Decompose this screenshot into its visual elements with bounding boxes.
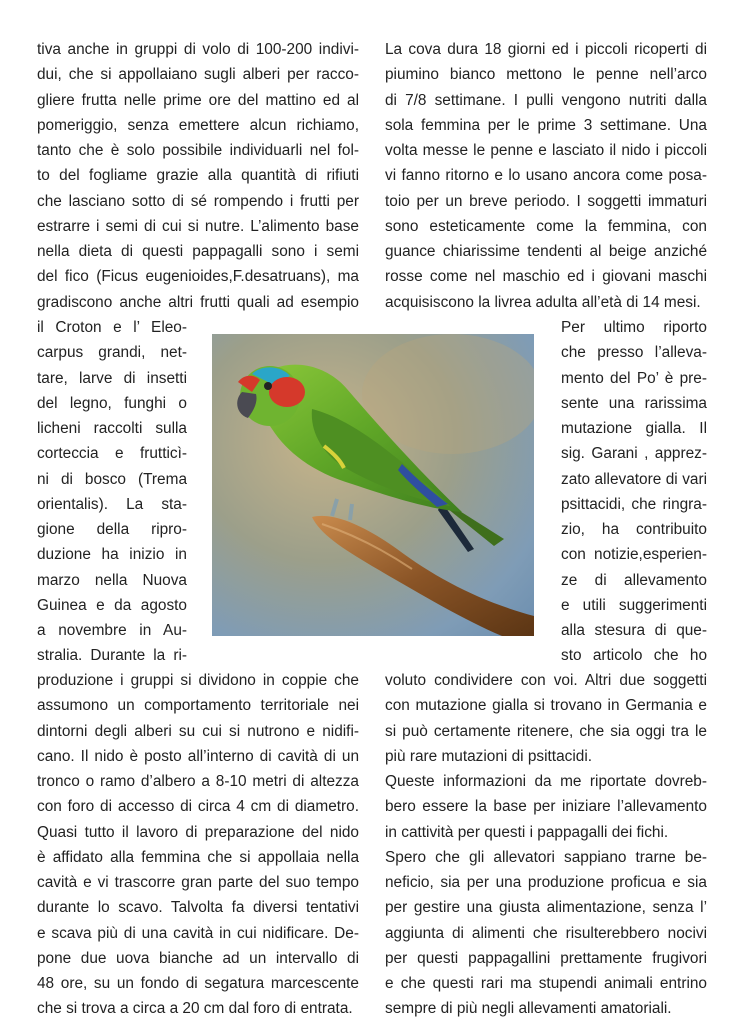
text-line: si può certamente ritenere, che sia oggi tra le bbox=[385, 723, 707, 740]
text-line: dui, che si appollaiano sugli alberi per racco- bbox=[37, 66, 359, 83]
text-line: pone due uova bianche ad un intervallo di bbox=[37, 950, 359, 967]
text-line: per questi pappagallini prettamente frugivori bbox=[385, 950, 707, 967]
text-line: che presso l’alleva- bbox=[561, 344, 707, 361]
text-line: è affidato alla femmina che si appollaia nella bbox=[37, 849, 359, 866]
text-line: con mutazione gialla si trovano in Germania e bbox=[385, 697, 707, 714]
text-line: in cattività per questi i pappagalli dei fichi. bbox=[385, 824, 669, 841]
text-line: marzo nella Nuova bbox=[37, 572, 187, 589]
text-line: estrarre i semi di cui si nutre. L’alimento base bbox=[37, 218, 359, 235]
text-line: alla stesura di que- bbox=[561, 622, 707, 639]
text-line: carpus grandi, net- bbox=[37, 344, 187, 361]
text-line: zato allevatore di vari bbox=[561, 471, 707, 488]
text-line: cano. Il nido è posto all’interno di cavità di un bbox=[37, 748, 359, 765]
text-line: produzione i gruppi si dividono in coppie che bbox=[37, 672, 359, 689]
text-line: sig. Garani , apprez- bbox=[561, 445, 707, 462]
text-line: che si trova a circa a 20 cm dal foro di entrata. bbox=[37, 1000, 353, 1017]
text-line: assumono un comportamento territoriale nei bbox=[37, 697, 359, 714]
text-line: che lasciano sotto di sé rompendo i frutti per bbox=[37, 193, 359, 210]
text-line: Quasi tutto il lavoro di preparazione del nido bbox=[37, 824, 359, 841]
text-line: vi fanno ritorno e lo usano ancora come posa- bbox=[385, 167, 707, 184]
text-line: licheni raccolti sulla bbox=[37, 420, 187, 437]
text-line: duzione ha inizio in bbox=[37, 546, 187, 563]
text-line: tanto che è solo possibile individuarli nel fol- bbox=[37, 142, 359, 159]
text-line: sente una rarissima bbox=[561, 395, 707, 412]
text-line: toio per un breve periodo. I soggetti immaturi bbox=[385, 193, 707, 210]
text-line: neficio, sia per una produzione proficua e sia bbox=[385, 874, 707, 891]
text-line: di 7/8 settimane. I pulli vengono nutriti dalla bbox=[385, 92, 707, 109]
text-line: guance chiarissime tendenti al beige anziché bbox=[385, 243, 707, 260]
text-line: a novembre in Au- bbox=[37, 622, 187, 639]
text-line: orientalis). La sta- bbox=[37, 496, 187, 513]
text-line: aggiunta di alimenti che risulterebbero nocivi bbox=[385, 925, 707, 942]
text-line: Per ultimo riporto bbox=[561, 319, 707, 336]
text-line: nella dieta di questi pappagalli sono i semi bbox=[37, 243, 359, 260]
text-line: più rare mutazioni di psittacidi. bbox=[385, 748, 593, 765]
text-line: mutazione gialla. Il bbox=[561, 420, 707, 437]
text-line: durante lo scavo. Talvolta fa diversi tentativi bbox=[37, 899, 359, 916]
text-line: volta messe le penne e lasciato il nido i piccoli bbox=[385, 142, 707, 159]
text-line: con foro di accesso di circa 4 cm di diametro. bbox=[37, 798, 359, 815]
text-line: mento del Po’ è pre- bbox=[561, 370, 707, 387]
text-line: piumino bianco mettono le penne nell’arco bbox=[385, 66, 707, 83]
text-line: zio, ha contribuito bbox=[561, 521, 707, 538]
text-line: ze di allevamento bbox=[561, 572, 707, 589]
text-line: del fico (Ficus eugenioides,F.desatruans), ma bbox=[37, 268, 359, 285]
text-line: pomeriggio, senza emettere alcun richiamo, bbox=[37, 117, 359, 134]
text-line: dintorni degli alberi su cui si nutrono e nidifi- bbox=[37, 723, 359, 740]
text-line: rosse come nel maschio ed i giovani maschi bbox=[385, 268, 707, 285]
text-line: sola femmina per le prime 3 settimane. Una bbox=[385, 117, 707, 134]
text-line: sto articolo che ho bbox=[561, 647, 707, 664]
text-line: cavità e vi trascorre gran parte del suo tempo bbox=[37, 874, 359, 891]
parrot-photo bbox=[212, 334, 534, 636]
text-line: tiva anche in gruppi di volo di 100-200 indivi- bbox=[37, 41, 359, 58]
text-line: tare, larve di insetti bbox=[37, 370, 187, 387]
text-line: del legno, funghi o bbox=[37, 395, 187, 412]
text-line: psittacidi, che ringra- bbox=[561, 496, 707, 513]
text-line: il Croton e l’ Eleo- bbox=[37, 319, 187, 336]
text-line: per gestire una giusta alimentazione, senza l’ bbox=[385, 899, 707, 916]
text-line: sono esteticamente come la femmina, con bbox=[385, 218, 707, 235]
text-line: Spero che gli allevatori sappiano trarne be- bbox=[385, 849, 707, 866]
text-line: e scava più di una cavità in cui nidificare. De- bbox=[37, 925, 359, 942]
text-line: acquisiscono la livrea adulta all’età di 14 mesi. bbox=[385, 294, 701, 311]
text-line: con notizie,esperien- bbox=[561, 546, 707, 563]
text-line: to del fogliame grazie alla quantità di rifiuti bbox=[37, 167, 359, 184]
text-line: corteccia e frutticì- bbox=[37, 445, 187, 462]
text-line: 48 ore, su un fondo di segatura marcescente bbox=[37, 975, 359, 992]
text-line: La cova dura 18 giorni ed i piccoli ricoperti di bbox=[385, 41, 707, 58]
text-line: e utili suggerimenti bbox=[561, 597, 707, 614]
text-line: sempre di più negli allevamenti amatoriali. bbox=[385, 1000, 672, 1017]
text-line: Guinea e da agosto bbox=[37, 597, 187, 614]
text-line: Queste informazioni da me riportate dovreb- bbox=[385, 773, 707, 790]
text-line: e che questi rari ma stupendi animali entrino bbox=[385, 975, 707, 992]
text-line: stralia. Durante la ri- bbox=[37, 647, 187, 664]
text-line: gliere frutta nelle prime ore del mattino ed al bbox=[37, 92, 359, 109]
text-line: gione della ripro- bbox=[37, 521, 187, 538]
text-line: bero essere la base per iniziare l’allevamento bbox=[385, 798, 707, 815]
text-line: voluto condividere con voi. Altri due soggetti bbox=[385, 672, 707, 689]
text-line: tronco o ramo d’albero a 8-10 metri di altezza bbox=[37, 773, 359, 790]
text-line: gradiscono anche altri frutti quali ad esempio bbox=[37, 294, 359, 311]
text-line: ni di bosco (Trema bbox=[37, 471, 187, 488]
